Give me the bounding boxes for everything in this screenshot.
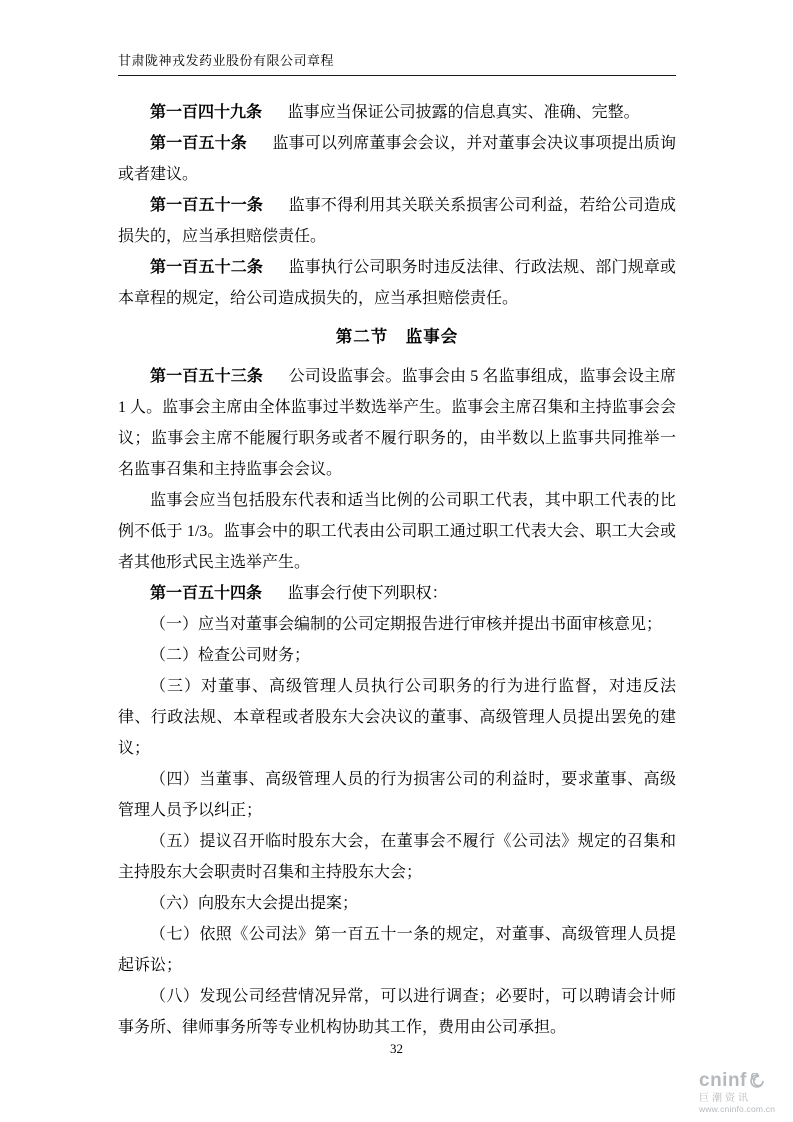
page-number: 32 xyxy=(390,1041,403,1056)
article-text: 监事执行公司职务时违反法律、行政法规、部门规章或本章程的规定，给公司造成损失的，应当承担赔偿责任。 xyxy=(118,259,676,307)
article-text: 监事可以列席董事会会议，并对董事会决议事项提出质询或者建议。 xyxy=(118,135,676,183)
list-item-1: （一）应当对董事会编制的公司定期报告进行审核并提出书面审核意见； xyxy=(150,616,663,633)
article-number: 第一百五十四条 xyxy=(150,585,263,602)
list-item-7: （七）依照《公司法》第一百五十一条的规定，对董事、高级管理人员提起诉讼； xyxy=(118,926,676,974)
document-body xyxy=(118,97,676,1043)
article-text: 监事应当保证公司披露的信息真实、准确、完整。 xyxy=(287,104,640,121)
article-paragraph-153-continued xyxy=(118,485,676,578)
cninfo-watermark xyxy=(699,1070,785,1115)
article-paragraph-151 xyxy=(118,190,676,252)
list-item-8: （八）发现公司经营情况异常，可以进行调查；必要时，可以聘请会计师事务所、律师事务所等专业机构协助其工作，费用由公司承担。 xyxy=(118,988,676,1036)
cninfo-site-name: 巨潮资讯 xyxy=(699,1092,751,1104)
cninfo-logo xyxy=(699,1070,785,1092)
article-number: 第一百五十二条 xyxy=(150,259,264,276)
cninfo-brand-text: cninf xyxy=(699,1070,747,1091)
list-item-5: （五）提议召开临时股东大会，在董事会不履行《公司法》规定的召集和主持股东大会职责时召集和主持股东大会； xyxy=(118,833,676,881)
page-header xyxy=(118,50,676,76)
article-text: 监事会行使下列职权： xyxy=(287,585,448,602)
list-item-4: （四）当董事、高级管理人员的行为损害公司的利益时，要求董事、高级管理人员予以纠正； xyxy=(118,771,676,819)
article-number: 第一百五十条 xyxy=(150,135,247,152)
article-number: 第一百五十三条 xyxy=(150,368,263,385)
article-text: 监事不得利用其关联关系损害公司利益，若给公司造成损失的，应当承担赔偿责任。 xyxy=(118,197,676,245)
article-paragraph-150 xyxy=(118,128,676,190)
article-paragraph-154 xyxy=(118,578,676,609)
article-paragraph-152 xyxy=(118,252,676,314)
article-paragraph-149 xyxy=(118,97,676,128)
section-heading: 第二节 监事会 xyxy=(335,327,459,346)
article-text: 监事会应当包括股东代表和适当比例的公司职工代表，其中职工代表的比例不低于 1/3。监事会中的职工代表由公司职工通过职工代表大会、职工大会或者其他形式民主选举产生。 xyxy=(118,492,676,571)
article-number: 第一百四十九条 xyxy=(150,104,263,121)
cninfo-spiral-icon xyxy=(749,1073,765,1089)
cninfo-site-url: www.cninfo.com.cn xyxy=(699,1104,776,1115)
list-item-6: （六）向股东大会提出提案； xyxy=(150,895,359,912)
list-item-3: （三）对董事、高级管理人员执行公司职务的行为进行监督，对违反法律、行政法规、本章程或者股东大会决议的董事、高级管理人员提出罢免的建议； xyxy=(118,678,676,757)
article-number: 第一百五十一条 xyxy=(150,197,264,214)
header-title: 甘肃陇神戎发药业股份有限公司章程 xyxy=(118,50,676,76)
article-paragraph-153 xyxy=(118,361,676,485)
list-item-2: （二）检查公司财务； xyxy=(150,647,311,664)
article-text: 公司设监事会。监事会由 5 名监事组成，监事会设主席 1 人。监事会主席由全体监事过半数选举产生。监事会主席召集和主持监事会会议；监事会主席不能履行职务或者不履行职务的，由半数以上监事共同推举一名监事召集和主持监事会会议。 xyxy=(118,368,676,478)
